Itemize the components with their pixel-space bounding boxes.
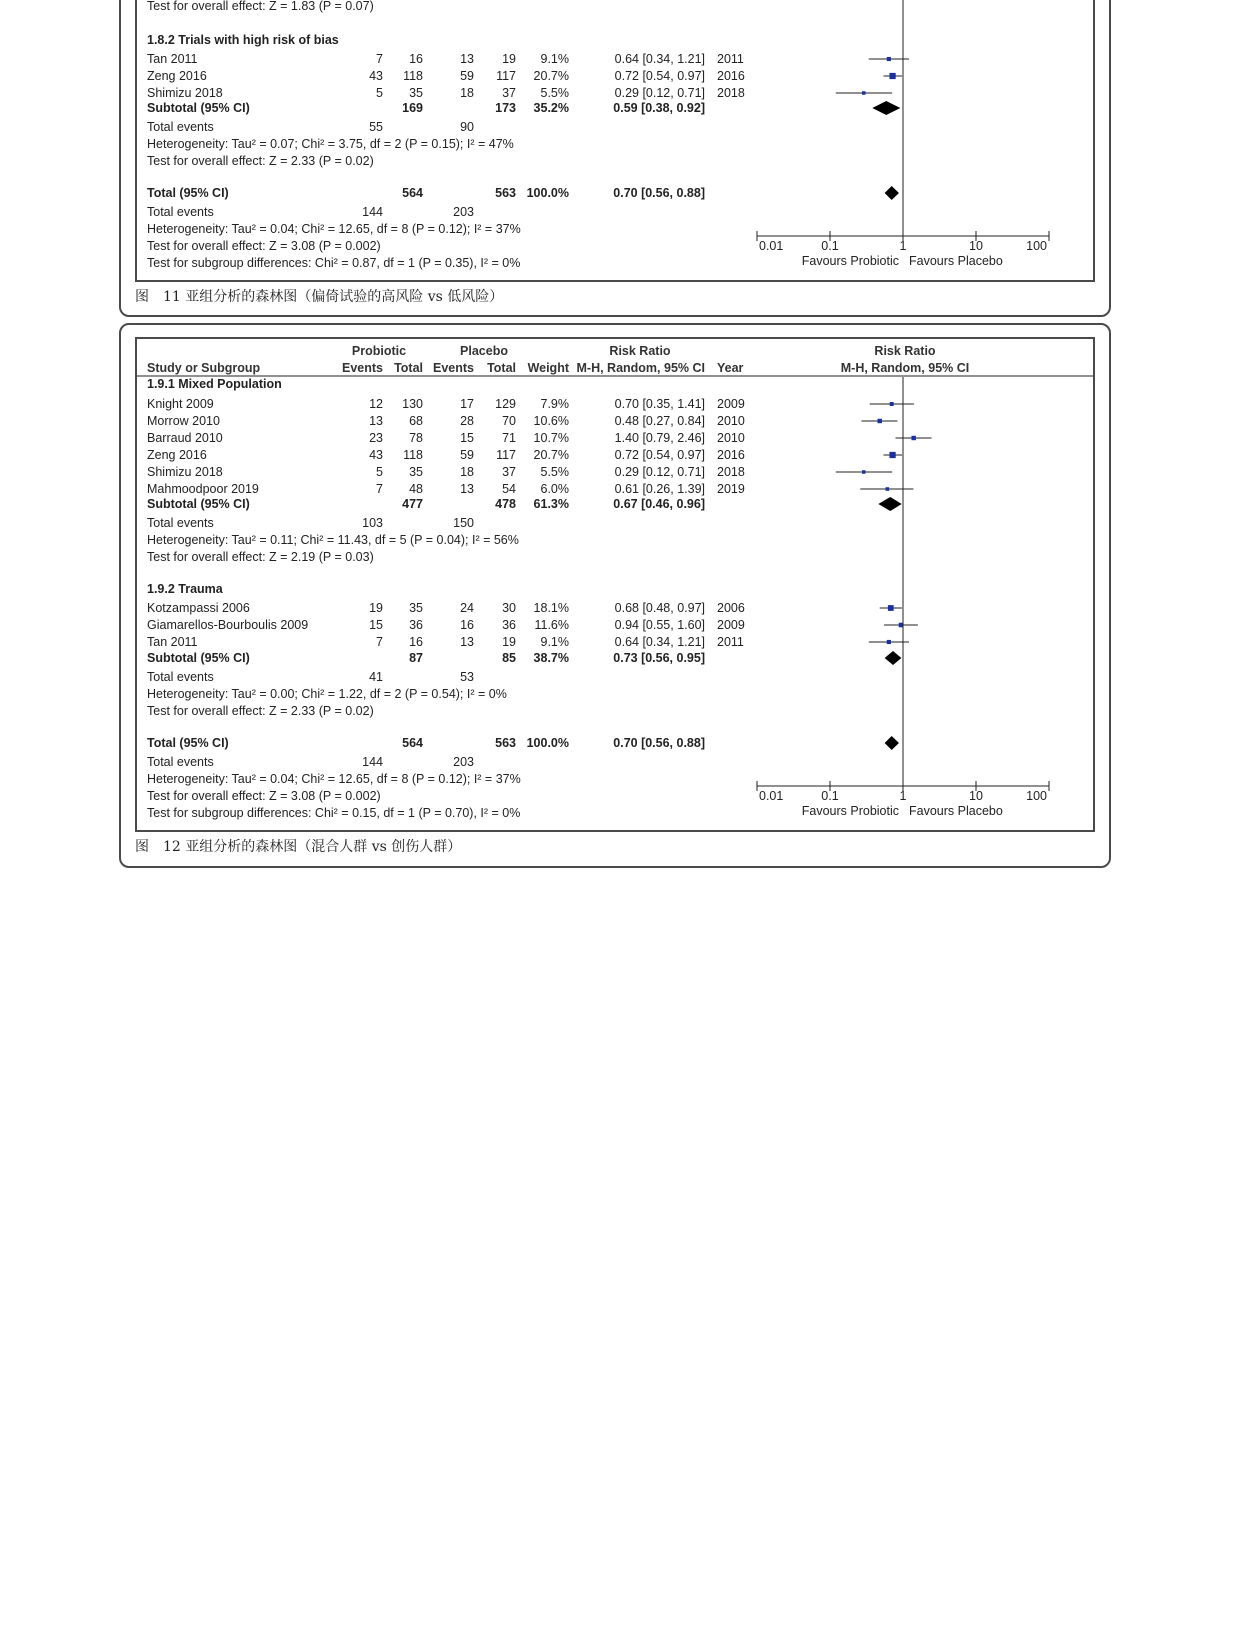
total-heterogeneity: Heterogeneity: Tau² = 0.04; Chi² = 12.65, df = 8 (P = 0.12); I² = 37% [147,222,521,236]
subgroup-heterogeneity: Heterogeneity: Tau² = 0.07; Chi² = 3.75, df = 2 (P = 0.15); I² = 47% [147,137,514,151]
total-placebo: 19 [502,52,516,66]
favours-probiotic-label: Favours Probiotic [801,254,899,268]
total-overall-effect: Test for overall effect: Z = 3.08 (P = 0.002) [147,789,381,803]
events-probiotic: 12 [369,397,383,411]
summary-weight: 100.0% [526,736,569,750]
study-year: 2018 [717,86,745,100]
total-placebo: 117 [496,69,516,83]
point-estimate-marker [886,487,890,491]
header-method-plot: M-H, Random, 95% CI [840,361,970,375]
study-weight: 11.6% [534,618,569,632]
study-ci: 0.64 [0.34, 1.21] [614,52,705,66]
subgroup-label: 1.9.2 Trauma [147,582,223,596]
study-weight: 10.6% [533,414,569,428]
study-name: Tan 2011 [147,635,198,649]
events-placebo: 24 [460,601,474,615]
study-name: Morrow 2010 [147,414,220,428]
events-probiotic: 19 [369,601,383,615]
x-axis-tick-label: 0.01 [759,239,784,253]
total-events-probiotic: 144 [362,205,383,219]
x-axis-tick-label: 0.1 [821,789,839,803]
study-year: 2018 [717,465,745,479]
total-probiotic: 87 [409,651,423,665]
summary-diamond [872,101,900,115]
total-probiotic: 118 [403,448,423,462]
total-placebo: 19 [502,635,516,649]
subgroup-differences: Test for subgroup differences: Chi² = 0.15, df = 1 (P = 0.70), I² = 0% [147,806,521,820]
subgroup-heterogeneity: Heterogeneity: Tau² = 0.11; Chi² = 11.43, df = 5 (P = 0.04); I² = 56% [147,533,519,547]
study-year: 2009 [717,618,745,632]
study-name: Zeng 2016 [147,448,207,462]
subgroup-heterogeneity: Heterogeneity: Tau² = 0.00; Chi² = 1.22, df = 2 (P = 0.54); I² = 0% [147,687,507,701]
events-probiotic: 7 [376,482,383,496]
total-probiotic: 564 [402,736,423,750]
total-events-label: Total events [147,120,214,134]
total-placebo: 85 [502,651,516,665]
study-weight: 9.1% [540,52,569,66]
study-year: 2010 [717,414,745,428]
study-ci: 0.48 [0.27, 0.84] [614,414,705,428]
events-placebo: 18 [460,86,474,100]
total-events-label: Total events [147,755,214,769]
total-placebo: 71 [502,431,516,445]
total-probiotic: 78 [409,431,423,445]
study-name: Zeng 2016 [147,69,207,83]
point-estimate-marker [862,470,865,473]
total-probiotic: 118 [403,69,423,83]
header-events-placebo: Events [433,361,474,375]
study-ci: 0.68 [0.48, 0.97] [614,601,705,615]
favours-probiotic-label: Favours Probiotic [801,804,899,818]
total-probiotic: 477 [402,497,423,511]
header-risk-ratio-plot: Risk Ratio [874,344,936,358]
total-placebo: 37 [502,465,516,479]
total-probiotic: 169 [402,101,423,115]
total-label: Total (95% CI) [147,186,229,200]
x-axis-tick-label: 0.01 [759,789,784,803]
header-total-probiotic: Total [394,361,423,375]
total-placebo: 478 [495,497,516,511]
point-estimate-marker [911,436,915,440]
figure-12-frame [119,323,1111,868]
study-weight: 6.0% [540,482,569,496]
study-year: 2009 [717,397,745,411]
events-placebo: 16 [460,618,474,632]
study-name: Shimizu 2018 [147,465,223,479]
point-estimate-marker [887,640,891,644]
header-probiotic: Probiotic [351,344,407,358]
total-placebo: 70 [502,414,516,428]
total-events-probiotic: 103 [362,516,383,530]
events-probiotic: 5 [376,86,383,100]
subgroup-label: 1.8.2 Trials with high risk of bias [147,33,339,47]
study-ci: 0.29 [0.12, 0.71] [614,86,705,100]
figure-12-caption: 图 12 亚组分析的森林图（混合人群 vs 创伤人群） [135,839,462,855]
study-year: 2016 [717,448,745,462]
events-probiotic: 43 [369,448,383,462]
total-probiotic: 16 [409,52,423,66]
total-events-placebo: 150 [453,516,474,530]
study-weight: 5.5% [540,465,569,479]
events-placebo: 59 [460,448,474,462]
events-placebo: 13 [460,635,474,649]
events-placebo: 13 [460,52,474,66]
x-axis-tick-label: 100 [1026,239,1047,253]
study-weight: 20.7% [533,448,569,462]
study-name: Mahmoodpoor 2019 [147,482,259,496]
study-name: Knight 2009 [147,397,214,411]
events-probiotic: 13 [369,414,383,428]
favours-placebo-label: Favours Placebo [909,254,1003,268]
events-probiotic: 15 [369,618,383,632]
summary-diamond [885,736,899,750]
header-total-placebo: Total [487,361,516,375]
total-probiotic: 564 [402,186,423,200]
events-probiotic: 5 [376,465,383,479]
header-method: M-H, Random, 95% CI [576,361,705,375]
total-probiotic: 48 [409,482,423,496]
subtotal-label: Subtotal (95% CI) [147,101,250,115]
study-name: Barraud 2010 [147,431,223,445]
total-events-probiotic: 41 [369,670,383,684]
total-events-label: Total events [147,516,214,530]
x-axis-tick-label: 100 [1026,789,1047,803]
figure-11-svg [137,0,1093,280]
study-weight: 20.7% [533,69,569,83]
summary-diamond [878,497,901,511]
study-weight: 7.9% [540,397,569,411]
study-weight: 18.1% [533,601,569,615]
study-ci: 1.40 [0.79, 2.46] [614,431,705,445]
point-estimate-marker [889,73,895,79]
total-placebo: 36 [502,618,516,632]
figure-12-forest-plot [135,337,1095,832]
subgroup-overall-effect: Test for overall effect: Z = 2.19 (P = 0.03) [147,550,374,564]
summary-diamond [885,651,902,665]
total-probiotic: 16 [409,635,423,649]
summary-weight: 35.2% [533,101,569,115]
total-events-label: Total events [147,205,214,219]
summary-weight: 38.7% [533,651,569,665]
point-estimate-marker [889,452,895,458]
study-year: 2011 [717,52,744,66]
x-axis-tick-label: 10 [969,239,983,253]
total-heterogeneity: Heterogeneity: Tau² = 0.04; Chi² = 12.65, df = 8 (P = 0.12); I² = 37% [147,772,521,786]
point-estimate-marker [890,402,894,406]
study-name: Tan 2011 [147,52,198,66]
x-axis-tick-label: 0.1 [821,239,839,253]
subgroup-overall-effect: Test for overall effect: Z = 2.33 (P = 0.02) [147,704,374,718]
total-label: Total (95% CI) [147,736,229,750]
total-placebo: 54 [502,482,516,496]
total-placebo: 173 [495,101,516,115]
study-year: 2016 [717,69,745,83]
figure-11-forest-plot [135,0,1095,282]
study-year: 2006 [717,601,745,615]
figure-11-frame [119,0,1111,317]
header-year: Year [717,361,744,375]
events-placebo: 17 [460,397,474,411]
header-risk-ratio: Risk Ratio [609,344,671,358]
summary-weight: 61.3% [533,497,569,511]
total-events-placebo: 53 [460,670,474,684]
figure-11-caption: 图 11 亚组分析的森林图（偏倚试验的高风险 vs 低风险） [135,289,504,305]
total-placebo: 563 [495,736,516,750]
total-events-probiotic: 144 [362,755,383,769]
point-estimate-marker [887,57,891,61]
study-ci: 0.70 [0.35, 1.41] [614,397,705,411]
subtotal-label: Subtotal (95% CI) [147,497,250,511]
total-placebo: 563 [495,186,516,200]
total-events-placebo: 203 [453,755,474,769]
total-events-probiotic: 55 [369,120,383,134]
summary-ci: 0.67 [0.46, 0.96] [613,497,705,511]
events-probiotic: 7 [376,52,383,66]
study-ci: 0.61 [0.26, 1.39] [614,482,705,496]
summary-ci: 0.70 [0.56, 0.88] [613,736,705,750]
header-events-probiotic: Events [342,361,383,375]
total-probiotic: 36 [409,618,423,632]
header-study: Study or Subgroup [147,361,261,375]
total-placebo: 30 [502,601,516,615]
total-overall-effect: Test for overall effect: Z = 3.08 (P = 0.002) [147,239,381,253]
study-ci: 0.72 [0.54, 0.97] [614,69,705,83]
total-probiotic: 35 [409,465,423,479]
favours-placebo-label: Favours Placebo [909,804,1003,818]
study-ci: 0.64 [0.34, 1.21] [614,635,705,649]
figure-12-svg [137,339,1093,830]
study-ci: 0.72 [0.54, 0.97] [614,448,705,462]
header-weight: Weight [527,361,569,375]
summary-diamond [885,186,899,200]
study-name: Kotzampassi 2006 [147,601,250,615]
total-probiotic: 68 [409,414,423,428]
study-name: Giamarellos-Bourboulis 2009 [147,618,309,632]
study-weight: 9.1% [540,635,569,649]
total-events-placebo: 90 [460,120,474,134]
events-placebo: 28 [460,414,474,428]
study-weight: 10.7% [533,431,569,445]
total-events-label: Total events [147,670,214,684]
total-probiotic: 35 [409,86,423,100]
events-placebo: 15 [460,431,474,445]
prior-overall-effect: Test for overall effect: Z = 1.83 (P = 0.07) [147,0,374,13]
subgroup-differences: Test for subgroup differences: Chi² = 0.87, df = 1 (P = 0.35), I² = 0% [147,256,521,270]
subgroup-label: 1.9.1 Mixed Population [147,377,282,391]
header-placebo: Placebo [460,344,508,358]
summary-ci: 0.73 [0.56, 0.95] [613,651,705,665]
subtotal-label: Subtotal (95% CI) [147,651,250,665]
total-probiotic: 35 [409,601,423,615]
study-ci: 0.94 [0.55, 1.60] [614,618,705,632]
x-axis-tick-label: 10 [969,789,983,803]
point-estimate-marker [862,91,865,94]
total-placebo: 37 [502,86,516,100]
subgroup-overall-effect: Test for overall effect: Z = 2.33 (P = 0.02) [147,154,374,168]
total-placebo: 129 [495,397,516,411]
total-placebo: 117 [496,448,516,462]
point-estimate-marker [888,605,894,611]
study-year: 2019 [717,482,745,496]
study-year: 2011 [717,635,744,649]
summary-weight: 100.0% [526,186,569,200]
summary-ci: 0.59 [0.38, 0.92] [613,101,705,115]
events-placebo: 13 [460,482,474,496]
study-ci: 0.29 [0.12, 0.71] [614,465,705,479]
x-axis-tick-label: 1 [899,789,907,803]
study-name: Shimizu 2018 [147,86,223,100]
study-year: 2010 [717,431,745,445]
events-probiotic: 7 [376,635,383,649]
summary-ci: 0.70 [0.56, 0.88] [613,186,705,200]
events-placebo: 18 [460,465,474,479]
events-probiotic: 43 [369,69,383,83]
total-events-placebo: 203 [453,205,474,219]
study-weight: 5.5% [540,86,569,100]
point-estimate-marker [878,419,882,423]
total-probiotic: 130 [402,397,423,411]
events-probiotic: 23 [369,431,383,445]
events-placebo: 59 [460,69,474,83]
x-axis-tick-label: 1 [899,239,907,253]
